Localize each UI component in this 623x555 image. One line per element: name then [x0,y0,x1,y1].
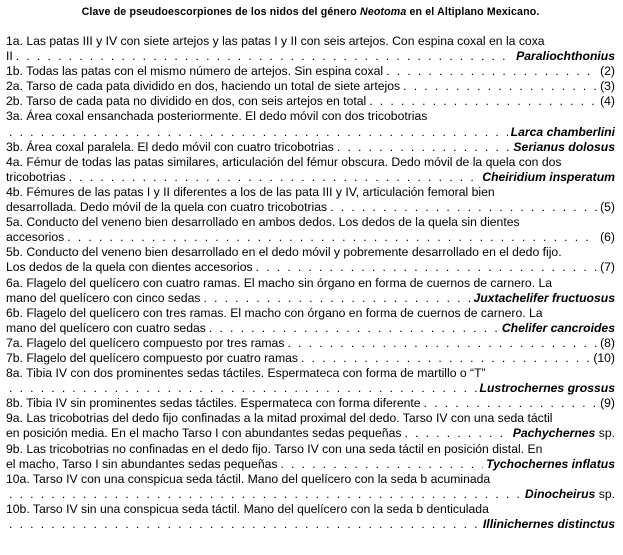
taxon-name: Pachychernes [512,426,596,441]
entry-text: 10b. Tarso IV sin una conspicua seda táctil. Mano del quelícero con la seda b denticulada [6,501,489,516]
entry-result [600,200,615,215]
entry-result [502,321,615,336]
entry-result [511,125,615,140]
entry-result [600,336,615,351]
entry-lead-text: Los dedos de la quela con dientes accesorios [6,260,253,275]
key-entries [6,34,615,532]
leader-dots [9,487,522,502]
entry-lead-line [6,200,615,215]
leader-dots [287,336,597,351]
entry-lead-text: 7a. Flagelo del quelícero compuesto por tres ramas [6,335,285,350]
entry-lead-line [6,94,615,109]
taxon-name: Chelifer cancroides [501,320,615,335]
couplet-reference: (10) [593,350,615,365]
key-entry-10b [6,502,615,532]
entry-lead-text: 1b. Todas las patas con el mismo número de artejos. Sin espina coxal [6,64,384,79]
entry-lead-line [6,49,615,64]
entry-lead-line [6,79,615,94]
leader-dots [404,426,509,441]
entry-text: 9a. Las tricobotrias del dedo fijo confinadas a la mitad proximal del dedo. Tarso IV con una seda táctil [6,411,553,426]
entry-lead-text: desarrollada. Dedo móvil de la quela con cuatro tricobotrias [6,200,328,215]
entry-lead-text: en posición media. En el macho Tarso I con abundantes sedas pequeñas [6,426,402,441]
taxon-suffix: sp. [598,486,615,501]
entry-result [600,260,615,275]
entry-text: 8a. Tibia IV con dos prominentes sedas táctiles. Espermateca con forma de martillo o “T” [6,366,486,381]
taxon-name: Serianus dolosus [513,139,615,154]
taxon-name: Larca chamberlini [510,124,615,139]
entry-lead-text: tricobotrias [6,169,66,184]
key-entry-4b [6,185,615,215]
key-entry-8a [6,366,615,396]
leader-dots [301,351,590,366]
taxon-name: Paraliochthonius [516,49,615,64]
couplet-reference: (8) [600,335,615,350]
entry-result [593,351,615,366]
key-entry-4a [6,155,615,185]
key-entry-3b [6,140,615,155]
entry-text: 4b. Fémures de las patas I y II diferentes a los de las pata III y IV, articulación femoral bien [6,184,495,199]
entry-lead-text: 7b. Flagelo del quelícero compuesto por cuatro ramas [6,350,298,365]
entry-text: 1a. Las patas III y IV con siete artejos y las patas I y II con seis artejos. Con espina coxal en la coxa [6,34,545,48]
key-entry-6a [6,276,615,306]
entry-lead-line [6,381,615,396]
entry-result [483,517,615,532]
key-entry-1a [6,34,615,64]
document-title [6,6,615,19]
leader-dots [69,170,480,185]
taxon-name: Tychochernes inflatus [486,456,615,471]
couplet-reference: (3) [600,79,615,94]
entry-lead-line [6,457,615,472]
couplet-reference: (9) [600,396,615,411]
leader-dots [369,94,597,109]
entry-result [600,94,615,109]
key-entry-5b [6,245,615,275]
entry-lead-text: 2a. Tarso de cada pata dividido en dos, haciendo un total de siete artejos [6,79,401,94]
entry-lead-line [6,426,615,441]
taxon-name: Dinocheirus [524,486,596,501]
entry-lead-line [6,396,615,411]
entry-result [486,457,615,472]
entry-result [600,396,615,411]
leader-dots [9,381,477,396]
key-document [6,6,615,532]
entry-result [480,381,615,396]
entry-text: 4a. Fémur de todas las patas similares, articulación del fémur obscura. Dedo móvil de la quela con dos [6,154,562,169]
key-entry-2a [6,79,615,94]
entry-lead-text: 8b. Tibia IV sin prominentes sedas táctiles. Espermateca con forma diferente [6,396,421,411]
leader-dots [16,49,513,64]
leader-dots [203,291,470,306]
taxon-name: Juxtachelifer fructuosus [473,290,615,305]
entry-lead-line [6,336,615,351]
entry-lead-text: 3b. Área coxal paralela. El dedo móvil con cuatro tricobotrias [6,139,334,154]
entry-lead-line [6,487,615,502]
entry-lead-line [6,140,615,155]
entry-text: 10a. Tarso IV con una conspicua seda táctil. Mano del quelícero con la seda b acuminada [6,471,491,486]
key-entry-9a [6,411,615,441]
taxon-name: Illinichernes distinctus [482,517,615,531]
taxon-name: Cheiridium insperatum [482,169,615,184]
key-entry-10a [6,472,615,502]
entry-lead-line [6,260,615,275]
taxon-suffix: sp. [598,426,615,441]
entry-result [482,170,615,185]
key-entry-1b [6,64,615,79]
entry-lead-text: mano del quelícero con cuatro sedas [6,320,206,335]
entry-lead-text: II [6,49,13,64]
couplet-reference: (2) [600,64,615,79]
entry-lead-text: 2b. Tarso de cada pata no dividido en dos, con seis artejos en total [6,94,367,109]
entry-text: 9b. Las tricobotrias no confinadas en el dedo fijo. Tarso IV con una seda táctil en posición distal. En [6,441,543,456]
entry-result [525,487,615,502]
leader-dots [209,321,499,336]
leader-dots [9,125,508,140]
entry-lead-line [6,351,615,366]
entry-lead-text: mano del quelícero con cinco sedas [6,290,201,305]
key-entry-3a [6,109,615,139]
leader-dots [67,230,597,245]
leader-dots [256,260,597,275]
key-entry-6b [6,306,615,336]
couplet-reference: (7) [600,260,615,275]
entry-text: 6a. Flagelo del quelícero con cuatro ramas. El macho sin órgano en forma de cuernos de carnero. La [6,275,553,290]
leader-dots [424,396,598,411]
entry-lead-line [6,230,615,245]
entry-lead-line [6,170,615,185]
key-entry-7b [6,351,615,366]
leader-dots [403,79,597,94]
key-entry-9b [6,442,615,472]
entry-result [516,49,615,64]
leader-dots [280,457,483,472]
entry-result [513,426,615,441]
entry-lead-line [6,517,615,532]
entry-lead-line [6,321,615,336]
entry-result [600,64,615,79]
key-entry-7a [6,336,615,351]
key-entry-8b [6,396,615,411]
key-entry-5a [6,215,615,245]
entry-lead-line [6,291,615,306]
title-genus: Neotoma [360,6,407,18]
couplet-reference: (5) [600,200,615,215]
title-part1: Clave de pseudoescorpiones de los nidos del género [81,6,361,18]
entry-result [600,79,615,94]
entry-lead-text: accesorios [6,230,65,245]
entry-text: 5a. Conducto del veneno bien desarrollado en ambos dedos. Los dedos de la quela sin dientes [6,215,520,230]
entry-text: 3a. Área coxal ensanchada posteriormente. El dedo móvil con dos tricobotrias [6,109,428,124]
title-part2: en el Altiplano Mexicano. [406,6,540,18]
key-entry-2b [6,94,615,109]
couplet-reference: (4) [600,94,615,109]
entry-result [600,230,615,245]
entry-text: 5b. Conducto del veneno bien desarrollado en el dedo móvil y pobremente desarrollado en el dedo fijo. [6,245,562,260]
entry-result [513,140,615,155]
couplet-reference: (6) [600,230,615,245]
leader-dots [386,64,597,79]
leader-dots [337,140,511,155]
entry-lead-line [6,64,615,79]
entry-result [473,291,615,306]
entry-lead-line [6,125,615,140]
entry-text: 6b. Flagelo del quelícero con tres ramas. El macho con órgano en forma de cuernos de carnero. La [6,305,543,320]
taxon-name: Lustrochernes grossus [479,381,615,396]
leader-dots [9,517,480,532]
entry-lead-text: el macho, Tarso I sin abundantes sedas pequeñas [6,456,278,471]
leader-dots [330,200,597,215]
